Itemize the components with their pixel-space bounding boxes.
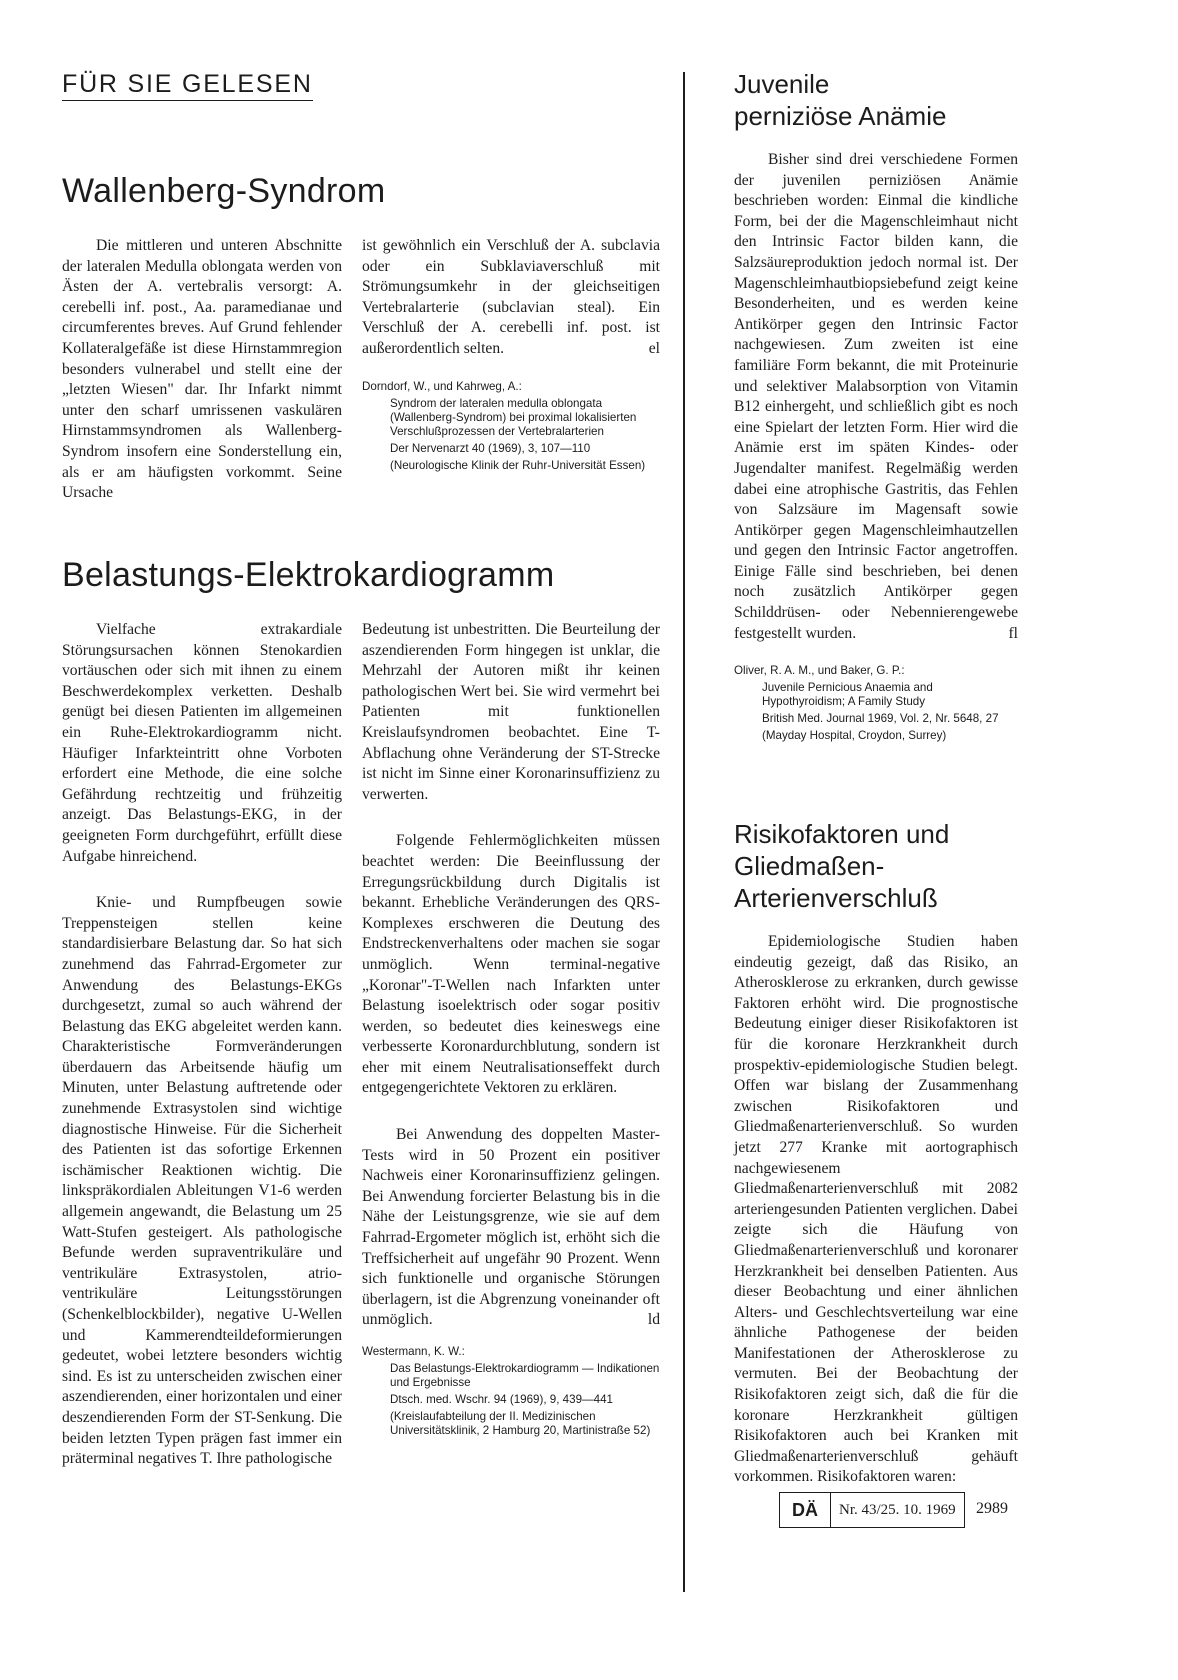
- reference-body: [390, 397, 660, 473]
- ekg-column-2: [362, 620, 660, 1438]
- anaemie-title-line-2: perniziöse Anämie: [734, 101, 947, 131]
- anaemie-paragraph-text: Bisher sind drei verschiedene Formen der juvenilen perniziösen Anämie beschrieben worden: Einmal die kindliche Form, bei der die Magenschleimhaut nicht den Intrinsic Factor bilden kann, die Salzsäureproduktion jedoch normal ist. Der Magenschleimhautbiopsiebefund zeigt keine Besonderheiten, und es werden keine Antikörper gegen den Intrinsic Factor nachgewiesen. Zum zweiten ist eine familiäre Form bekannt, die mit Proteinurie und selektiver Malabsorption von Vitamin B12 einhergeht, und schließlich gibt es noch eine Spielart der letzten Form. Hier wird die Anämie erst im späten Kindes- oder Jugendalter manifest. Regelmäßig werden dabei eine atrophische Gastritis, das Fehlen von Salzsäure im Magensaft sowie Antikörper gegen Magenschleimhautzellen und gegen den Intrinsic Factor angetroffen. Einige Fälle sind beschrieben, bei denen noch zusätzlich Antikörper gegen Schilddrüsen- oder Nebennierengewebe festgestellt wurden.: [734, 151, 1018, 642]
- wallenberg-paragraph-2: [362, 236, 660, 360]
- ekg-paragraph-5: [362, 1125, 660, 1331]
- reference-title: Das Belastungs-Elektrokardiogramm — Indikationen und Ergebnisse: [390, 1362, 660, 1389]
- section-header: FÜR SIE GELESEN: [62, 70, 313, 101]
- reference-institution: (Kreislaufabteilung der II. Medizinischen Universitätsklinik, 2 Hamburg 20, Martinistraße 52): [390, 1410, 651, 1437]
- wallenberg-column-1: [62, 236, 342, 504]
- article-title-wallenberg: Wallenberg-Syndrom: [62, 172, 386, 210]
- ekg-paragraph-4: Folgende Fehlermöglichkeiten müssen beachtet werden: Die Beeinflussung der Erregungsrückbildung durch Digitalis ist bekannt. Erhebliche Veränderungen des QRS-Komplexes erschweren die Deutung des Endstreckenverhaltens oder machen sie sogar unmöglich. Wenn terminal-negative „Koronar"-T-Wellen nach Infarkten unter Belastung isoelektrisch oder sogar positiv werden, so bedeutet dies keineswegs eine verbesserte Koronardurchblutung, sondern ist eher mit einem Neutralisationseffekt durch entgegengerichtete Vektoren zu erklären.: [362, 832, 660, 1097]
- reference-institution: (Mayday Hospital, Croydon, Surrey): [762, 729, 947, 743]
- reference-title: Juvenile Pernicious Anaemia and Hypothyroidism; A Family Study: [762, 681, 933, 709]
- ekg-column-1: [62, 620, 342, 1470]
- risiko-title-line-1: Risikofaktoren und: [734, 819, 950, 849]
- reference-author: Oliver, R. A. M., und Baker, G. P.:: [734, 664, 905, 678]
- risiko-title-line-2: Gliedmaßen-: [734, 851, 885, 881]
- risiko-column: [734, 932, 1018, 1488]
- ekg-signature: ld: [647, 1311, 660, 1329]
- anaemie-signature: fl: [1008, 624, 1018, 642]
- page-number: 2989: [976, 1500, 1008, 1517]
- ekg-paragraph-5-text: Bei Anwendung des doppelten Master-Tests wird in 50 Prozent ein positiver Nachweis einer Koronarinsuffizienz gelingen. Bei Anwendung forcierter Belastung bis in die Nähe der Leistungsgrenze, wie sie auf dem Fahrrad-Ergometer möglich ist, erhöht sich die Treffsicherheit auf ungefähr 90 Prozent. Wenn sich funktionelle und organische Störungen überlagern, ist die Abgrenzung voneinander oft unmöglich.: [362, 1126, 660, 1329]
- reference-institution: (Neurologische Klinik der Ruhr-Universität Essen): [390, 458, 646, 472]
- issue-info: Nr. 43/25. 10. 1969: [839, 1501, 956, 1518]
- reference-author: Dorndorf, W., und Kahrweg, A.:: [362, 379, 522, 393]
- anaemie-title-line-1: Juvenile: [734, 69, 830, 99]
- ekg-paragraph-2: Knie- und Rumpfbeugen sowie Treppensteigen stellen keine standardisierbare Belastung dar. So hat sich zunehmend das Fahrrad-Ergometer zur Anwendung des Belastungs-EKGs durchgesetzt, zumal so auch während der Belastung das EKG abgeleitet werden kann. Charakteristische Formveränderungen überdauern das Arbeitsende häufig um Minuten, unter Belastung auftretende oder zunehmende Extrasystolen sind wichtige diagnostische Hinweise. Für die Sicherheit des Patienten ist das sofortige Erkennen ischämischer Reaktionen wichtig. Die linkspräkordialen Ableitungen V1-6 werden allgemein angewandt, die Belastung um 25 Watt-Stufen gesteigert. Als pathologische Befunde werden supraventrikuläre und ventrikuläre Extrasystolen, atrio-ventrikuläre Leitungsstörungen (Schenkelblockbilder), negative U-Wellen und Kammerendteildeformierungen gedeutet, wobei letztere besonders wichtig sind. Es ist zu unterscheiden zwischen einer aszendierenden, einer horizontalen und einer deszendierenden Form der ST-Senkung. Die beiden letzten Typen prägen fast immer ein präterminal negatives T. Ihre pathologische: [62, 894, 342, 1468]
- anaemie-reference: [734, 664, 1018, 743]
- anaemie-column: [734, 150, 1018, 743]
- anaemie-title: [734, 68, 946, 132]
- article-title-ekg: Belastungs-Elektrokardiogramm: [62, 556, 555, 594]
- reference-source: British Med. Journal 1969, Vol. 2, Nr. 5648, 27: [762, 712, 999, 726]
- wallenberg-reference: [362, 380, 660, 473]
- ekg-reference: [362, 1345, 660, 1438]
- risiko-title-line-3: Arterienverschluß: [734, 883, 938, 913]
- ekg-paragraph-3: Bedeutung ist unbestritten. Die Beurteilung der aszendierenden Form hingegen ist unklar, die Mehrzahl der Autoren mißt ihr keinen pathologischen Wert bei. Sie wird vermehrt bei Patienten mit funktionellen Kreislaufsyndromen beobachtet. Eine T-Abflachung ohne Veränderung der ST-Strecke ist nicht im Sinne einer Koronarinsuffizienz zu verwerten.: [362, 621, 660, 803]
- risiko-paragraph: Epidemiologische Studien haben eindeutig gezeigt, daß das Risiko, an Atherosklerose zu erkranken, durch gewisse Faktoren erhöht wird. Die prognostische Bedeutung einiger dieser Risikofaktoren ist für die koronare Herzkrankheit durch prospektiv-epidemiologische Studien belegt. Offen war bislang der Zusammenhang zwischen Risikofaktoren und Gliedmaßenarterienverschluß. So wurden jetzt 277 Kranke mit aortographisch nachgewiesenem Gliedmaßenarterienverschluß mit 2082 arteriengesunden Patienten verglichen. Dabei zeigte sich die Häufung von Gliedmaßenarterienverschluß und koronarer Herzkrankheit bei denselben Patienten. Aus dieser Beobachtung und einer ähnlichen Alters- und Geschlechtsverteilung war eine ähnliche Pathogenese der beiden Manifestationen der Atherosklerose zu vermuten. Bei der Beobachtung der Risikofaktoren zeigt sich, daß die für die koronare Herzkrankheit gültigen Risikofaktoren auch bei Kranken mit Gliedmaßenarterienverschluß gehäuft vorkommen. Risikofaktoren waren:: [734, 933, 1018, 1486]
- journal-logo: DÄ: [780, 1493, 831, 1527]
- column-divider: [683, 72, 685, 1592]
- wallenberg-signature: el: [648, 339, 660, 357]
- reference-source: Dtsch. med. Wschr. 94 (1969), 9, 439—441: [390, 1393, 613, 1406]
- anaemie-paragraph: [734, 150, 1018, 644]
- footer-issue-box: [779, 1492, 965, 1528]
- risiko-title: [734, 818, 949, 914]
- ekg-paragraph-1: Vielfache extrakardiale Störungsursachen können Stenokardien vortäuschen oder sich mit ihnen zu einem Beschwerdekomplex verketten. Deshalb genügt bei diesen Patienten im allgemeinen ein Ruhe-Elektrokardiogramm nicht. Häufiger Infarkteintritt ohne Vorboten erfordert eine Methode, die eine solche Gefährdung rechtzeitig und frühzeitig anzeigt. Das Belastungs-EKG, in der geeigneten Form durchgeführt, erfüllt diese Aufgabe hinreichend.: [62, 621, 342, 865]
- wallenberg-paragraph-2-text: ist gewöhnlich ein Verschluß der A. subclavia oder ein Subklaviaverschluß mit Strömungsumkehr in der gleichseitigen Vertebralarterie (subclavian steal). Ein Verschluß der A. cerebelli inf. post. ist außerordentlich selten.: [362, 237, 660, 357]
- reference-author: Westermann, K. W.:: [362, 1345, 465, 1358]
- reference-title: Syndrom der lateralen medulla oblongata (Wallenberg-Syndrom) bei proximal lokalisierten Verschlußprozessen der Vertebralarterien: [390, 396, 637, 438]
- reference-body: [390, 1362, 660, 1438]
- reference-body: [762, 681, 1018, 743]
- wallenberg-column-2: [362, 236, 660, 473]
- reference-source: Der Nervenarzt 40 (1969), 3, 107—110: [390, 441, 591, 455]
- wallenberg-paragraph-1: Die mittleren und unteren Abschnitte der lateralen Medulla oblongata werden von Ästen der A. vertebralis versorgt: A. cerebelli inf. post., Aa. paramedianae und circumferentes breves. Auf Grund fehlender Kollateralgefäße ist diese Hirnstammregion besonders vulnerabel und stellt eine der „letzten Wiesen" dar. Ihr Infarkt nimmt unter den scharf umrissenen vaskulären Hirnstammsyndromen als Wallenberg-Syndrom insofern eine Sonderstellung ein, als er am häufigsten vorkommt. Seine Ursache: [62, 237, 342, 502]
